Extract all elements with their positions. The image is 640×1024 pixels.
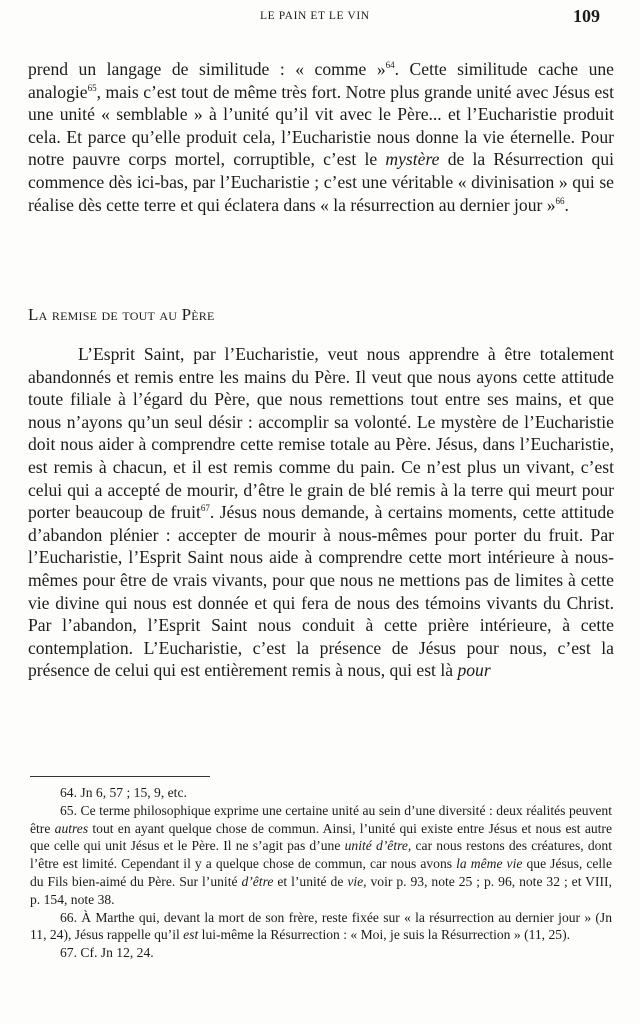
footnote-number: 67. xyxy=(60,945,77,961)
body-paragraph-1 xyxy=(28,58,614,216)
footnote-ref-66[interactable]: 66 xyxy=(555,195,565,206)
footnote-text: lui-même la Résurrection : « Moi, je suis la Résurrection » (11, 25). xyxy=(198,927,570,943)
italic-text: unité d’être, xyxy=(344,838,412,854)
body-paragraph-2 xyxy=(28,343,614,682)
footnote-ref-64[interactable]: 64 xyxy=(385,60,395,71)
footnote-text: voir p. 93, note 25 ; p. 96, note 32 ; et VIII, p. 154, note 38. xyxy=(30,873,612,907)
text-run: , mais c’est tout de même très fort. Notre plus grande unité avec Jésus est une unité « semblable » à l’unité qu’il vit avec le Père... et l’Eucharistie produit cela. Et parce qu’elle produit cela, l’Eucharistie nous donne la vie éternelle. Pour notre pauvre corps mortel, corruptible, c’est le xyxy=(28,81,614,170)
text-run: prend un langage de similitude : « comme » xyxy=(28,59,386,79)
footnote-67 xyxy=(30,944,612,962)
italic-text: pour xyxy=(457,660,491,681)
footnote-66 xyxy=(30,909,612,945)
footnote-number: 65. xyxy=(60,802,77,818)
footnote-text: Cf. Jn 12, 24. xyxy=(80,945,154,961)
footnotes xyxy=(30,784,612,962)
footnote-text: À Marthe qui, devant la mort de son frère, reste fixée sur « la résurrection au dernier jour » (Jn 11, 24), Jésus rappelle qu’il xyxy=(30,909,612,943)
footnote-ref-65[interactable]: 65 xyxy=(87,82,97,93)
paragraph xyxy=(28,343,614,682)
italic-text: autres xyxy=(54,820,89,836)
footnote-number: 64. xyxy=(60,785,77,800)
italic-text: d’être xyxy=(241,873,274,889)
running-header xyxy=(0,6,640,30)
footnote-text: Jn 6, 57 ; 15, 9, etc. xyxy=(80,785,187,800)
italic-text: est xyxy=(183,927,199,943)
text-run: . Cette similitude cache une analogie xyxy=(28,59,614,102)
text-run: L’Esprit Saint, par l’Eucharistie, veut nous apprendre à être totalement abandonnés et remis entre les mains du Père. Il veut que nous ayons cette attitude toute filiale à l’égard du Père, que nous remettions tout entre ses mains, et que nous n’ayons qu’un seul désir : accomplir sa volonté. Le mystère de l’Eucharistie doit nous aider à comprendre cette remise totale au Père. Jésus, dans l’Eucharistie, est remis à chacun, et il est remis comme du pain. Ce n’est plus un vivant, c’est celui qui a accepté de mourir, d’être le grain de blé remis à la terre qui meurt pour porter beaucoup de fruit xyxy=(28,344,614,523)
footnote-64 xyxy=(30,784,612,802)
italic-text: la même vie xyxy=(456,856,523,872)
text-run: . Jésus nous demande, à certains moments, cette attitude d’abandon plénier : accepter de mourir à nous-mêmes pour porter du fruit. Par l’Eucharistie, l’Esprit Saint nous aide à comprendre cette mort intérieure à nous-mêmes pour être de vrais vivants, pour que nous ne mettions pas de limites à cette vie divine qui nous est donnée et qui fera de nous des témoins vivants du Christ. Par l’abandon, l’Esprit Saint nous conduit à cette prière intérieure, à cette contemplation. L’Eucharistie, c’est la présence de Jésus pour nous, c’est la présence de celui qui est entièrement remis à nous, qui est là xyxy=(28,502,615,681)
footnote-divider xyxy=(30,776,210,777)
footnote-text: car nous restons des créatures, dont l’être est limité. Cependant il y a quelque chose de commun, car nous avons xyxy=(30,838,613,872)
page-number: 109 xyxy=(573,6,600,26)
text-run: de la Résurrection qui commence dès ici-bas, par l’Eucharistie ; c’est une véritable « divinisation » qui se réalise dès cette terre et qui éclatera dans « la résurrection au dernier jour » xyxy=(28,149,615,215)
footnote-text: et l’unité de xyxy=(273,873,348,889)
footnote-65 xyxy=(30,802,612,909)
running-title: LE PAIN ET LE VIN xyxy=(260,10,370,22)
footnote-number: 66. xyxy=(60,909,77,925)
paragraph xyxy=(28,58,614,216)
italic-text: mystère xyxy=(385,149,440,170)
text-run: . xyxy=(564,194,569,215)
footnote-text: Ce terme philosophique exprime une certaine unité au sein d’une diversité : deux réalités peuvent être xyxy=(30,802,612,836)
footnote-text: que Jésus, celle du Fils bien-aimé du Père. Sur l’unité xyxy=(30,856,612,889)
footnote-ref-67[interactable]: 67 xyxy=(200,503,210,514)
italic-text: vie, xyxy=(347,873,367,889)
footnote-text: tout en ayant quelque chose de commun. Ainsi, l’unité qui existe entre Jésus et nous est autre que celle qui unit Jésus et le Père. Il ne s’agit pas d’une xyxy=(30,820,612,854)
section-heading: La remise de tout au Père xyxy=(28,305,215,324)
